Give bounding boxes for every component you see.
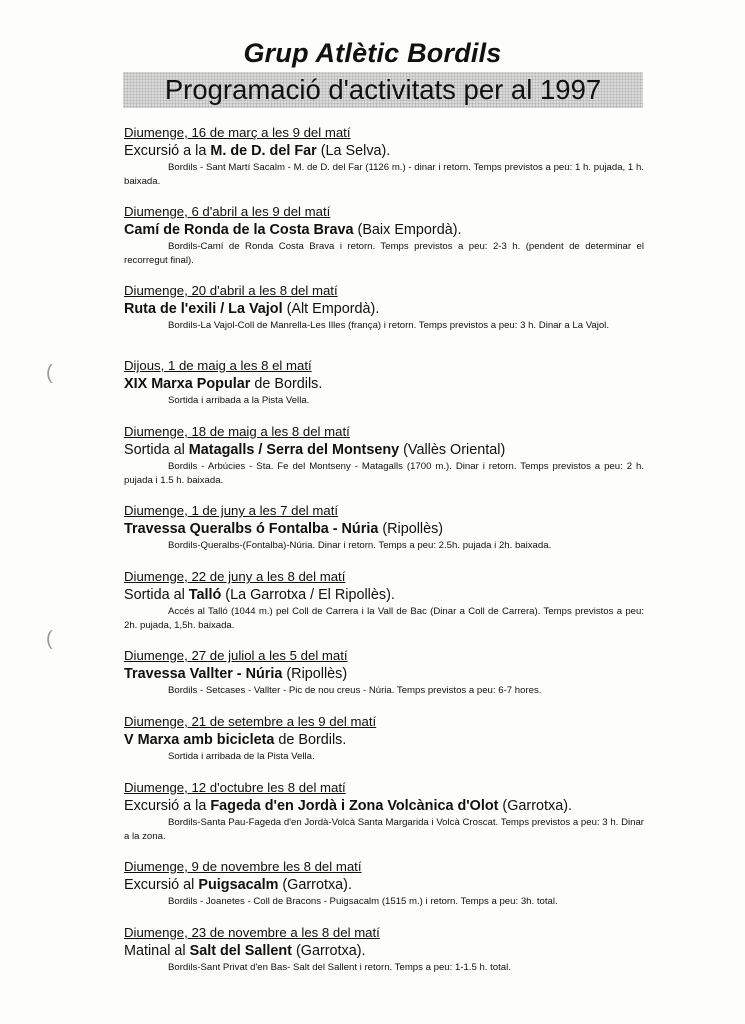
event-description: Accés al Talló (1044 m.) pel Coll de Carrera i la Vall de Bac (Dinar a Coll de Carrera). Temps previstos a peu: 2h. pujada, 1,5h. baixada. xyxy=(124,606,644,631)
event-title xyxy=(124,142,644,160)
event-title-text: (Ripollès) xyxy=(282,666,348,682)
event-item xyxy=(124,124,644,188)
event-title-text: de Bordils. xyxy=(274,732,347,748)
event-title xyxy=(124,731,644,749)
event-title-highlight: Salt del Sallent xyxy=(189,943,292,959)
event-title-text: (La Garrotxa / El Ripollès). xyxy=(221,587,395,603)
event-title-highlight: Matagalls / Serra del Montseny xyxy=(188,442,400,458)
event-title-highlight: V Marxa amb bicicleta xyxy=(124,732,275,748)
event-item xyxy=(124,924,644,975)
event-date: Diumenge, 6 d'abril a les 9 del matí xyxy=(124,204,331,219)
event-date: Diumenge, 23 de novembre a les 8 del matí xyxy=(124,925,380,940)
event-title-text: de Bordils. xyxy=(250,376,323,392)
event-item xyxy=(124,647,644,698)
event-description: Bordils-Camí de Ronda Costa Brava i retorn. Temps previstos a peu: 2-3 h. (pendent de determinar el recorregut final). xyxy=(124,241,644,266)
event-description: Bordils-La Vajol-Coll de Manrella-Les Illes (frança) i retorn. Temps previstos a peu: 3 h. Dinar a La Vajol. xyxy=(168,320,609,331)
event-description: Bordils - Setcases - Vallter - Pic de nou creus - Núria. Temps previstos a peu: 6-7 hores. xyxy=(168,685,542,696)
event-item xyxy=(124,282,644,333)
event-title xyxy=(124,520,644,538)
event-title-text: (Garrotxa). xyxy=(291,943,366,959)
event-date: Diumenge, 12 d'octubre les 8 del matí xyxy=(124,780,346,795)
event-description: Bordils - Arbúcies - Sta. Fe del Montseny - Matagalls (1700 m.). Dinar i retorn. Temps previstos a peu: 2 h. pujada i 1.5 h. baixada. xyxy=(124,461,644,486)
event-description: Bordils-Santa Pau-Fageda d'en Jordà-Volcà Santa Margarida i Volcà Croscat. Temps previstos a peu: 3 h. Dinar a la zona. xyxy=(124,817,644,842)
event-date: Diumenge, 21 de setembre a les 9 del matí xyxy=(124,714,377,729)
event-item xyxy=(124,858,644,909)
event-title-text: Matinal al xyxy=(124,943,190,959)
event-date: Diumenge, 16 de març a les 9 del matí xyxy=(124,125,351,140)
event-title xyxy=(124,300,644,318)
event-item xyxy=(124,713,644,764)
event-title-text: (Garrotxa). xyxy=(278,877,352,893)
event-description: Bordils-Queralbs-(Fontalba)-Núria. Dinar i retorn. Temps a peu: 2.5h. pujada i 2h. baixada. xyxy=(168,540,552,551)
organization-title: Grup Atlètic Bordils xyxy=(243,38,502,68)
program-subtitle: Programació d'activitats per al 1997 xyxy=(164,74,602,105)
event-title-text: Sortida al xyxy=(124,587,189,603)
event-title-text: (Baix Empordà). xyxy=(353,222,462,238)
punch-hole-mark: ( xyxy=(46,628,53,650)
event-description: Sortida i arribada a la Pista Vella. xyxy=(168,395,310,406)
event-item xyxy=(124,203,644,267)
event-title xyxy=(124,221,644,239)
event-date: Dijous, 1 de maig a les 8 el matí xyxy=(124,358,312,373)
event-description: Sortida i arribada de la Pista Vella. xyxy=(168,751,315,762)
event-description: Bordils - Joanetes - Coll de Bracons - Puigsacalm (1515 m.) i retorn. Temps a peu: 3h. total. xyxy=(168,896,558,907)
event-title xyxy=(124,586,644,604)
event-title-highlight: Talló xyxy=(188,587,222,603)
event-date: Diumenge, 9 de novembre les 8 del matí xyxy=(124,859,362,874)
event-title-highlight: Travessa Queralbs ó Fontalba - Núria xyxy=(124,521,379,537)
event-item xyxy=(124,779,644,843)
event-title-text: (Alt Empordà). xyxy=(282,301,380,317)
event-title xyxy=(124,375,644,393)
event-item xyxy=(124,423,644,487)
event-title xyxy=(124,942,644,960)
event-title-text: (La Selva). xyxy=(316,143,391,159)
event-title xyxy=(124,665,644,683)
event-date: Diumenge, 18 de maig a les 8 del matí xyxy=(124,424,350,439)
event-title-text: Excursió a la xyxy=(124,143,211,159)
event-item xyxy=(124,502,644,553)
event-item xyxy=(124,357,644,408)
event-title-text: Sortida al xyxy=(124,442,189,458)
event-title xyxy=(124,876,644,894)
event-date: Diumenge, 27 de juliol a les 5 del matí xyxy=(124,648,348,663)
event-date: Diumenge, 22 de juny a les 8 del matí xyxy=(124,569,346,584)
event-title-text: Excursió a la xyxy=(124,798,211,814)
event-title-text: Excursió al xyxy=(124,877,199,893)
event-date: Diumenge, 20 d'abril a les 8 del matí xyxy=(124,283,338,298)
event-title-highlight: Camí de Ronda de la Costa Brava xyxy=(124,222,354,238)
punch-hole-mark: ( xyxy=(46,362,53,384)
event-title-highlight: M. de D. del Far xyxy=(210,143,317,159)
event-description: Bordils - Sant Martí Sacalm - M. de D. del Far (1126 m.) - dinar i retorn. Temps previstos a peu: 1 h. pujada, 1 h. baixada. xyxy=(124,162,644,187)
event-title-text: (Garrotxa). xyxy=(498,798,572,814)
event-item xyxy=(124,568,644,632)
event-title-text: (Vallès Oriental) xyxy=(399,442,506,458)
event-description: Bordils-Sant Privat d'en Bas- Salt del Sallent i retorn. Temps a peu: 1-1.5 h. total. xyxy=(168,962,511,973)
event-title xyxy=(124,797,644,815)
event-title-text: (Ripollès) xyxy=(378,521,444,537)
event-date: Diumenge, 1 de juny a les 7 del matí xyxy=(124,503,339,518)
event-title-highlight: Fageda d'en Jordà i Zona Volcànica d'Olot xyxy=(210,798,499,814)
event-title-highlight: Ruta de l'exili / La Vajol xyxy=(124,301,283,317)
event-title-highlight: Travessa Vallter - Núria xyxy=(124,666,283,682)
event-title-highlight: XIX Marxa Popular xyxy=(124,376,251,392)
event-title-highlight: Puigsacalm xyxy=(198,877,279,893)
event-title xyxy=(124,441,644,459)
